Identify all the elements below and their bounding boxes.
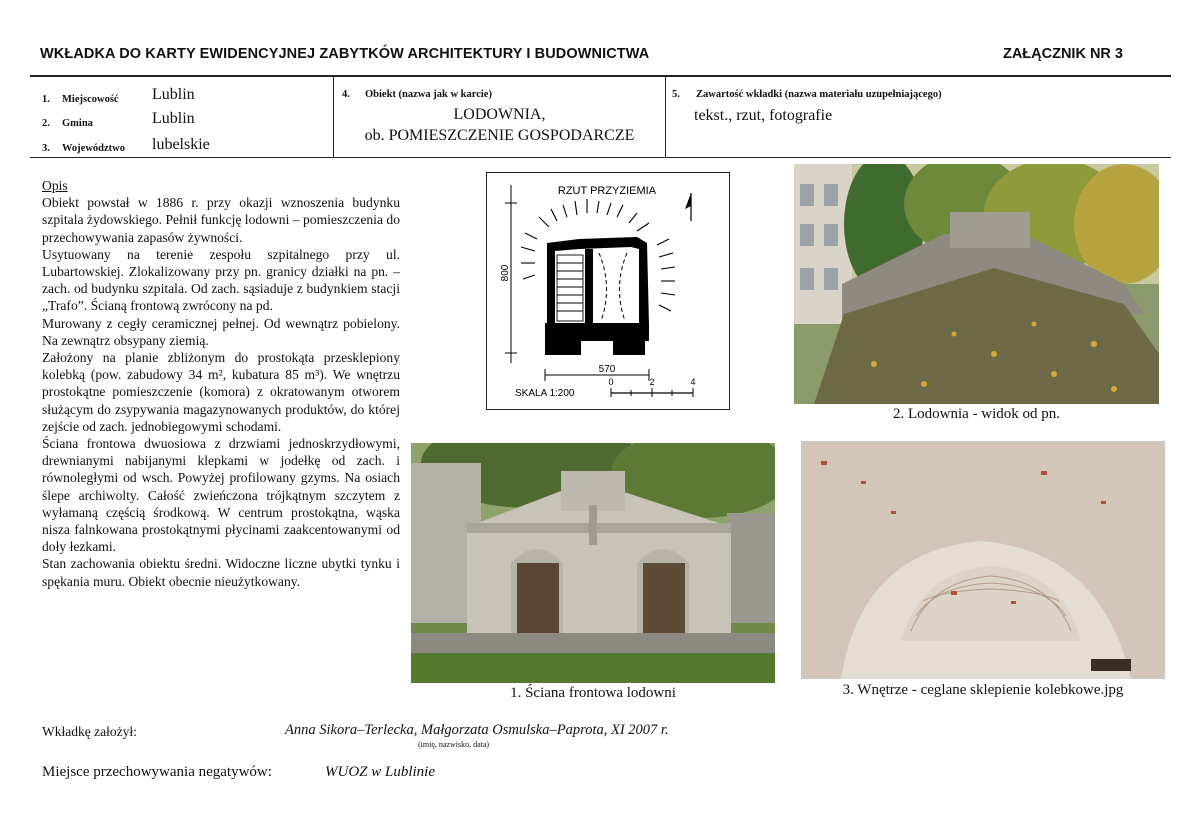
storage-value: WUOZ w Lublinie [325,764,436,780]
description-title: Opis [42,178,68,193]
field-number: 5. [672,89,680,100]
stairs-treads [557,255,583,321]
commune-label: Gmina [62,118,93,129]
fields-bottom-rule [30,157,1171,158]
scale-tick-label: 4 [690,377,696,387]
vault-projection [599,253,627,321]
width-dimension [545,364,649,381]
locality-label: Miejscowość [62,94,119,105]
height-dimension [500,185,517,363]
width-dimension-label: 570 [598,364,616,375]
voivodeship-value: lubelskie [152,136,210,153]
description-paragraph: Obiekt powstał w 1886 r. przy okazji wznoszenia budynku szpitala żydowskiego. Pełnił funkcję lodowni – pomieszczenia do przechowywania zapasów żywności. [42,195,400,245]
north-arrow-icon [685,193,691,221]
object-value-line1: LODOWNIA, [453,106,546,123]
contents-value: tekst., rzut, fotografie [694,107,833,124]
scale-tick-label: 2 [649,377,655,387]
founder-label: Wkładkę założył: [42,724,137,739]
earth-embankment-hatching [521,199,675,311]
plan-title: RZUT PRZYZIEMIA [557,185,657,197]
scale-bar [608,377,695,397]
photo3-caption: 3. Wnętrze - ceglane sklepienie kolebkowe.jpg [842,682,1124,698]
photo1-caption: 1. Ściana frontowa lodowni [510,685,676,701]
object-label: Obiekt (nazwa jak w karcie) [365,89,492,100]
description [42,177,400,590]
document-title: WKŁADKA DO KARTY EWIDENCYJNEJ ZABYTKÓW ARCHITEKTURY I BUDOWNICTWA [40,46,650,62]
field-number: 1. [42,94,50,105]
contents-label: Zawartość wkładki (nazwa materiału uzupełniającego) [696,89,942,100]
locality-value: Lublin [152,86,195,103]
description-paragraph: Stan zachowania obiektu średni. Widoczne liczne ubytki tynku i spękania muru. Obiekt obecnie nieużytkowany. [42,556,400,589]
storage-label: Miejsce przechowywania negatywów: [42,764,272,780]
scale-label: SKALA 1:200 [515,388,575,399]
photo-front-wall [411,443,775,683]
photo-view-from-north [794,164,1159,404]
scale-tick-label: 0 [608,377,614,387]
voivodeship-label: Województwo [62,143,125,154]
field-divider [665,77,666,157]
field-number: 2. [42,118,50,129]
description-paragraph: Usytuowany na terenie zespołu szpitalnego przy ul. Lubartowskiej. Zlokalizowany przy pn. granicy działki na pn. – zach. od budynku szpitala. Od zach. sąsiaduje z budynkiem stacji „Trafo”. Ścianą frontową zwrócony na pd. [42,246,400,314]
header-rule [30,75,1171,77]
photo2-caption: 2. Lodownia - widok od pn. [892,406,1061,422]
height-dimension-label: 800 [500,264,511,282]
description-paragraph: Założony na planie zbliżonym do prostokąta przesklepiony kolebką (pow. zabudowy 34 m², kubatura 85 m³). We wnętrzu prostokątne pomieszczenie (komora) z okratowanym otworem służącym do zsypywania magazynowanych produktów, do której zejście od zach. jednobiegowymi schodami. [42,350,400,434]
annex-number: ZAŁĄCZNIK NR 3 [1002,46,1123,62]
field-number: 4. [342,89,350,100]
floor-plan [486,172,730,410]
founder-note: (imię, nazwisko, data) [418,740,490,749]
photo-interior-vault [801,441,1165,679]
floor-plan-drawing [487,173,728,408]
description-paragraph: Ściana frontowa dwuosiowa z drzwiami jednoskrzydłowymi, drewnianymi nabijanymi klepkami w jodełkę od zach. i równoległymi od wsch. Powyżej profilowany gzyms. Na osiach ślepe archiwolty. Całość zwieńczona trójkątnym szczytem z wyłamaną częścią środkową. W centrum prostokątna, wąska nisza falnkowana prostokątnymi płycinami zaakcentowanymi od doły łezkami. [42,436,400,555]
object-value-line2: ob. POMIESZCZENIE GOSPODARCZE [364,127,635,144]
commune-value: Lublin [152,110,195,127]
description-paragraph: Murowany z cegły ceramicznej pełnej. Od wewnątrz pobielony. Na zewnątrz obsypany ziemią. [42,315,400,348]
field-number: 3. [42,143,50,154]
founder-value: Anna Sikora–Terlecka, Małgorzata Osmulska–Paprota, XI 2007 r. [285,722,669,738]
